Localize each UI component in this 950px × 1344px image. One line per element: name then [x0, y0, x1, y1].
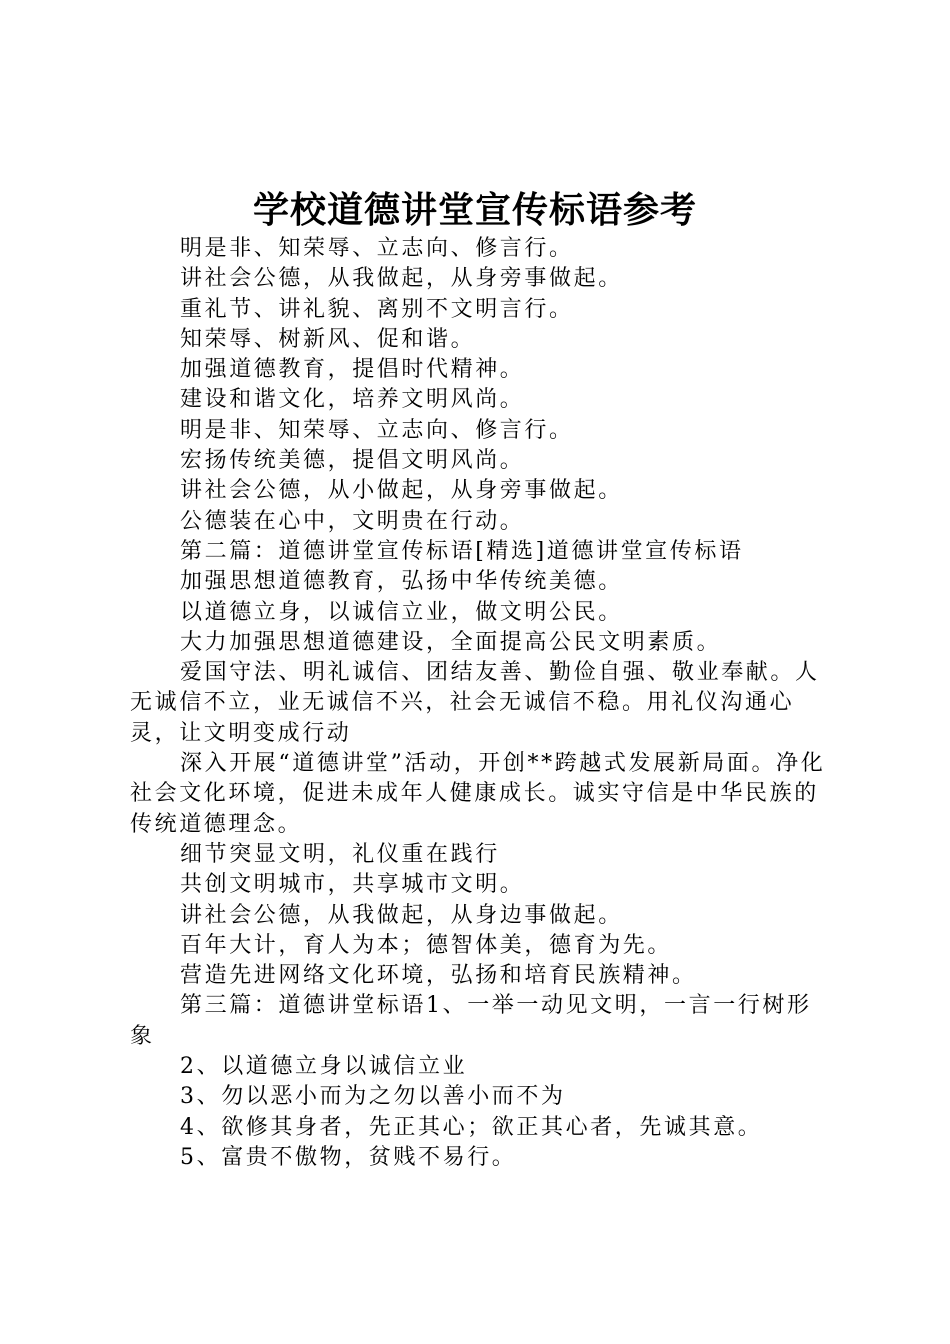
section-heading: 第三篇：道德讲堂标语1、一举一动见文明，一言一行树形象: [130, 993, 812, 1049]
slogan-paragraph: 讲社会公德，从我做起，从身旁事做起。: [180, 266, 623, 292]
slogan-paragraph: 深入开展“道德讲堂”活动，开创**跨越式发展新局面。净化社会文化环境，促进未成年人健康成长。诚实守信是中华民族的传统道德理念。: [130, 751, 826, 837]
section-heading: 第二篇：道德讲堂宣传标语[精选]道德讲堂宣传标语: [180, 538, 744, 564]
slogan-paragraph: 百年大计，育人为本；德智体美，德育为先。: [180, 932, 673, 958]
slogan-paragraph: 加强道德教育，提倡时代精神。: [180, 357, 525, 383]
slogan-paragraph: 公德装在心中，文明贵在行动。: [180, 508, 525, 534]
slogan-paragraph: 加强思想道德教育，弘扬中华传统美德。: [180, 569, 623, 595]
slogan-paragraph: 营造先进网络文化环境，弘扬和培育民族精神。: [180, 963, 697, 989]
slogan-paragraph: 讲社会公德，从小做起，从身旁事做起。: [180, 478, 623, 504]
slogan-paragraph: 明是非、知荣辱、立志向、修言行。: [180, 236, 574, 261]
slogan-paragraph: 以道德立身，以诚信立业，做文明公民。: [180, 599, 623, 625]
slogan-paragraph: 宏扬传统美德，提倡文明风尚。: [180, 448, 525, 474]
slogan-paragraph: 建设和谐文化，培养文明风尚。: [180, 387, 525, 413]
slogan-paragraph: 大力加强思想道德建设，全面提高公民文明素质。: [180, 629, 722, 655]
slogan-paragraph: 重礼节、讲礼貌、离别不文明言行。: [180, 296, 574, 322]
slogan-paragraph: 明是非、知荣辱、立志向、修言行。: [180, 417, 574, 443]
document-title: 学校道德讲堂宣传标语参考: [252, 189, 697, 231]
numbered-item: 3、勿以恶小而为之勿以善小而不为: [180, 1084, 566, 1110]
numbered-item: 4、欲修其身者，先正其心；欲正其心者，先诚其意。: [180, 1114, 763, 1140]
numbered-item: 2、以道德立身以诚信立业: [180, 1054, 468, 1080]
slogan-paragraph: 共创文明城市，共享城市文明。: [180, 872, 525, 898]
numbered-item: 5、富贵不傲物，贫贱不易行。: [180, 1144, 517, 1170]
document-body: [130, 234, 832, 1173]
slogan-paragraph: 讲社会公德，从我做起，从身边事做起。: [180, 902, 623, 928]
slogan-paragraph: 知荣辱、树新风、促和谐。: [180, 326, 476, 352]
slogan-paragraph: 爱国守法、明礼诚信、团结友善、勤俭自强、敬业奉献。人无诚信不立，业无诚信不兴，社会无诚信不稳。用礼仪沟通心灵，让文明变成行动: [130, 660, 820, 746]
slogan-paragraph: 细节突显文明，礼仪重在践行: [180, 841, 500, 867]
